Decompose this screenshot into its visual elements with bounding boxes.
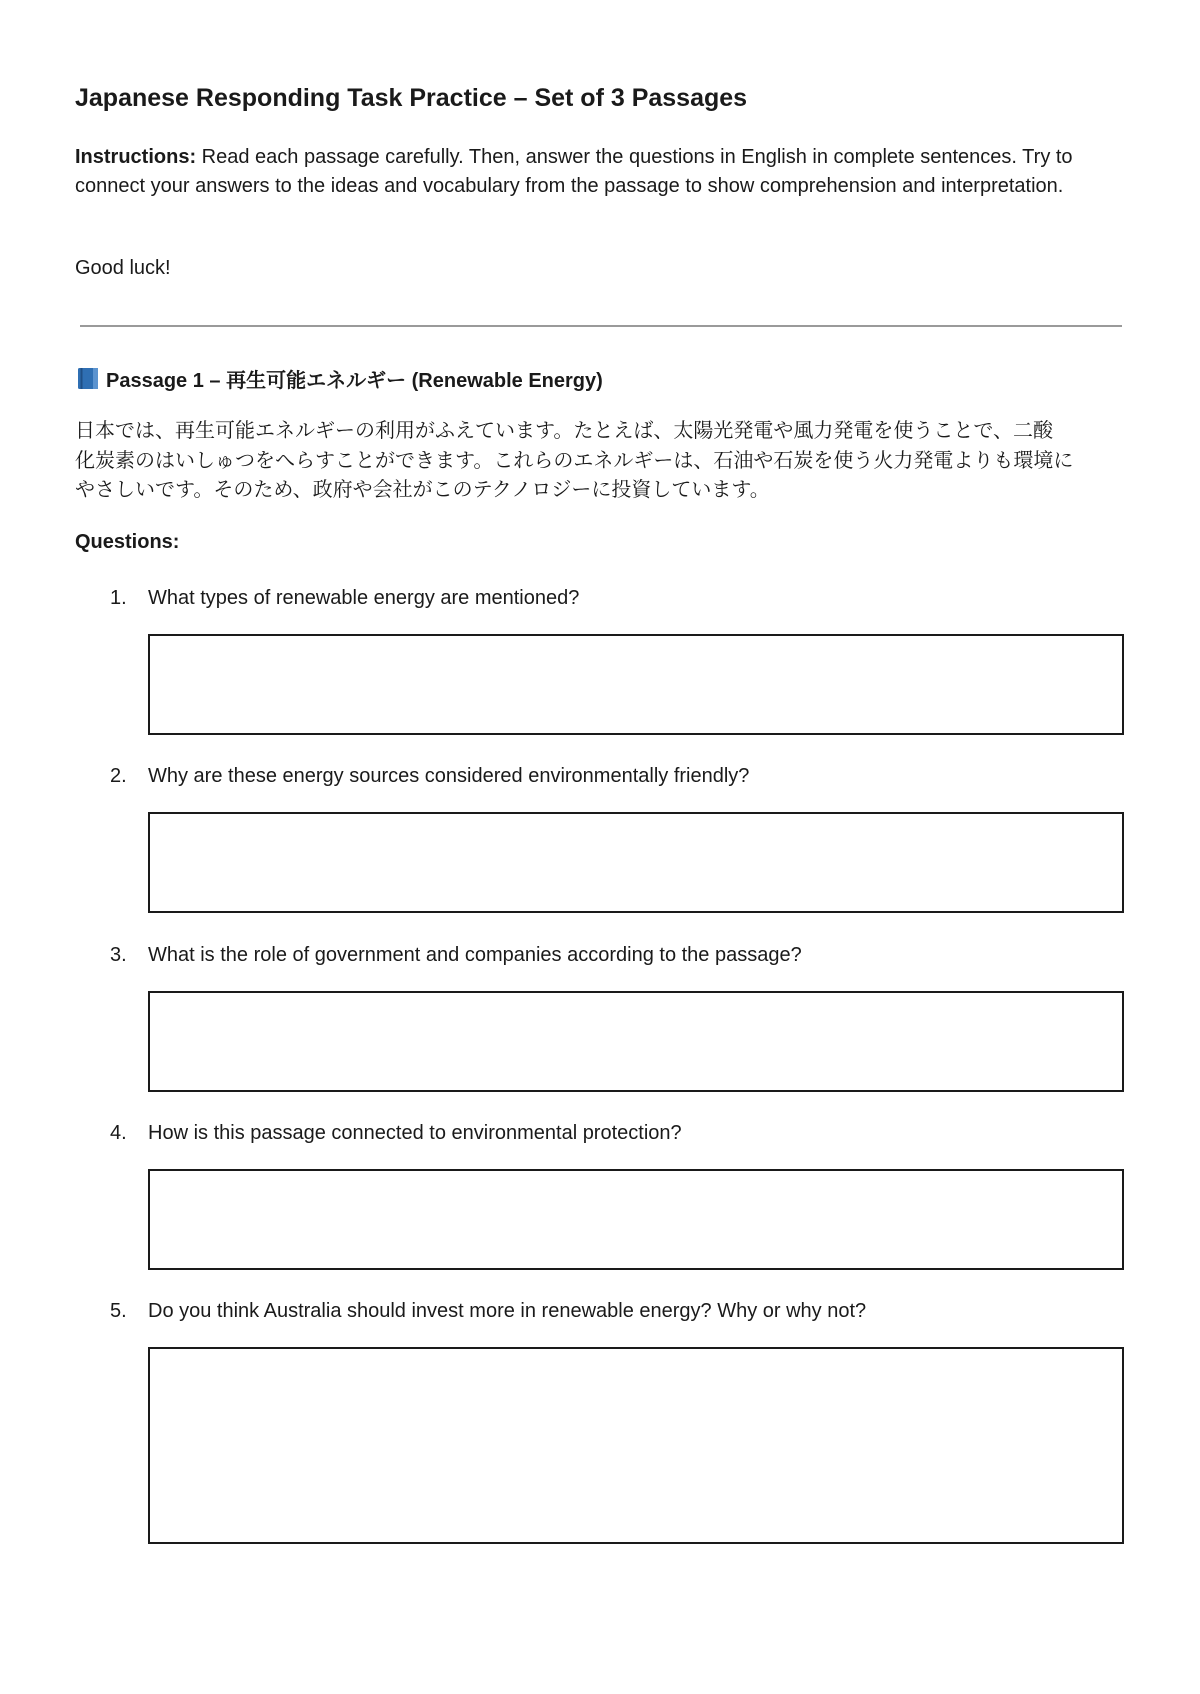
passage-1-line: 日本では、再生可能エネルギーの利用がふえています。たとえば、太陽光発電や風力発電を使うことで、二酸 (75, 418, 1053, 442)
passage-1-heading-text: Passage 1 – 再生可能エネルギー (Renewable Energy) (106, 370, 603, 392)
passage-1-heading (78, 364, 603, 393)
question-3 (110, 944, 802, 967)
instructions-label: Instructions: (75, 146, 197, 168)
question-5 (110, 1300, 866, 1323)
question-number: 1. (110, 587, 127, 609)
answer-box-1[interactable] (148, 634, 1124, 735)
blue-book-icon (78, 368, 98, 389)
answer-box-5[interactable] (148, 1347, 1124, 1544)
question-text: Why are these energy sources considered environmentally friendly? (148, 765, 750, 787)
question-number: 3. (110, 944, 127, 966)
document-title: Japanese Responding Task Practice – Set of 3 Passages (75, 84, 748, 112)
question-1 (110, 587, 579, 610)
good-luck-text: Good luck! (75, 257, 171, 279)
instructions-text: Read each passage carefully. Then, answer the questions in English in complete sentences. Try to connect your answers to the ideas and vocabulary from the passage to show comprehension and interpretation. (75, 146, 1073, 197)
question-number: 4. (110, 1122, 127, 1144)
passage-1-line: やさしいです。そのため、政府や会社がこのテクノロジーに投資しています。 (75, 477, 770, 501)
answer-box-4[interactable] (148, 1169, 1124, 1270)
answer-box-2[interactable] (148, 812, 1124, 913)
question-2 (110, 765, 749, 788)
answer-box-3[interactable] (148, 991, 1124, 1092)
question-number: 5. (110, 1300, 127, 1322)
question-4 (110, 1122, 682, 1145)
passage-1-line: 化炭素のはいしゅつをへらすことができます。これらのエネルギーは、石油や石炭を使う火力発電よりも環境に (75, 447, 1074, 472)
questions-label: Questions: (75, 531, 180, 553)
instructions (75, 143, 1135, 201)
passage-1-text (75, 416, 1135, 505)
question-text: What is the role of government and companies according to the passage? (148, 944, 802, 966)
section-divider (80, 325, 1122, 327)
question-text: Do you think Australia should invest more in renewable energy? Why or why not? (148, 1300, 867, 1322)
question-text: How is this passage connected to environmental protection? (148, 1122, 682, 1144)
question-text: What types of renewable energy are mentioned? (148, 587, 580, 609)
question-number: 2. (110, 765, 127, 787)
